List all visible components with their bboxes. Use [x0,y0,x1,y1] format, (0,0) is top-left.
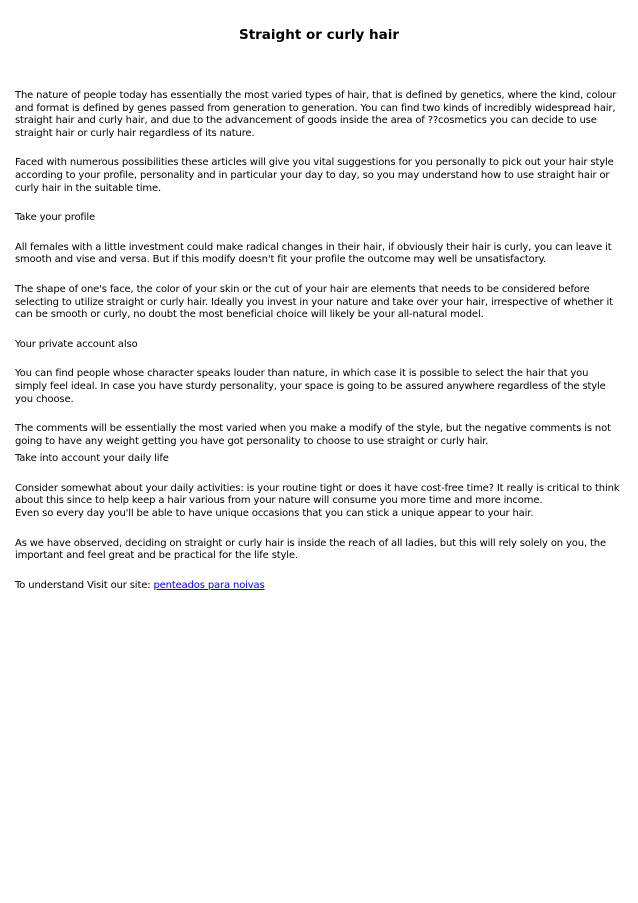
section-heading-profile: Take your profile [15,212,96,224]
paragraph-conclusion: As we have observed, deciding on straight or curly hair is inside the reach of all ladies, but this will rely solely on you, the important and feel great and be practical for the life style. [15,537,606,562]
section-heading-private-account: Your private account also [15,338,138,350]
paragraph-daily-activities: Consider somewhat about your daily activities: is your routine tight or does it have cost-free time? It really is critical to think about this since to help keep a hair various from your nature will consume you more time and more income. [15,482,620,507]
paragraph-suggestions: Faced with numerous possibilities these articles will give you vital suggestions for you personally to pick out your hair style according to your profile, personality and in particular your day to day, so you may understand how to use straight hair or curly hair in the suitable time. [15,157,614,194]
paragraph-occasions: Even so every day you'll be able to have unique occasions that you can stick a unique appear to your hair. [15,508,534,520]
paragraph-character: You can find people whose character speaks louder than nature, in which case it is possible to select the hair that you simply feel ideal. In case you have sturdy personality, your space is going to be assured anywhere regardless of the style you choose. [15,368,606,405]
paragraph-intro: The nature of people today has essentially the most varied types of hair, that is defined by genetics, where the kind, colour and format is defined by genes passed from generation to generation. You can find two kinds of incredibly widespread hair, straight hair and curly hair, and due to the advancement of goods inside the area of ??cosmetics you can decide to use straight hair or curly hair regardless of its nature. [15,90,617,139]
paragraph-face-shape: The shape of one's face, the color of your skin or the cut of your hair are elements that needs to be considered before selecting to utilize straight or curly hair. Ideally you invest in your nature and take over your hair, irrespective of whether it can be smooth or curly, no doubt the most beneficial choice will likely be your all-natural model. [15,283,613,321]
paragraph-comments: The comments will be essentially the most varied when you make a modify of the style, but the negative comments is not going to have any weight getting you have got personality to choose to use straight or curly hair. [15,423,611,447]
footer-line [15,580,623,593]
footer-prefix: To understand Visit our site: [15,579,154,591]
site-link[interactable]: penteados para noivas [153,579,265,591]
paragraph-investment: All females with a little investment could make radical changes in their hair, if obviously their hair is curly, you can leave it smooth and vise and versa. But if this modify doesn't fit your profile the outcome may well be unsatisfactory. [15,241,612,266]
document-page [15,26,623,609]
document-title: Straight or curly hair [238,27,400,43]
section-heading-daily-life: Take into account your daily life [15,453,169,465]
